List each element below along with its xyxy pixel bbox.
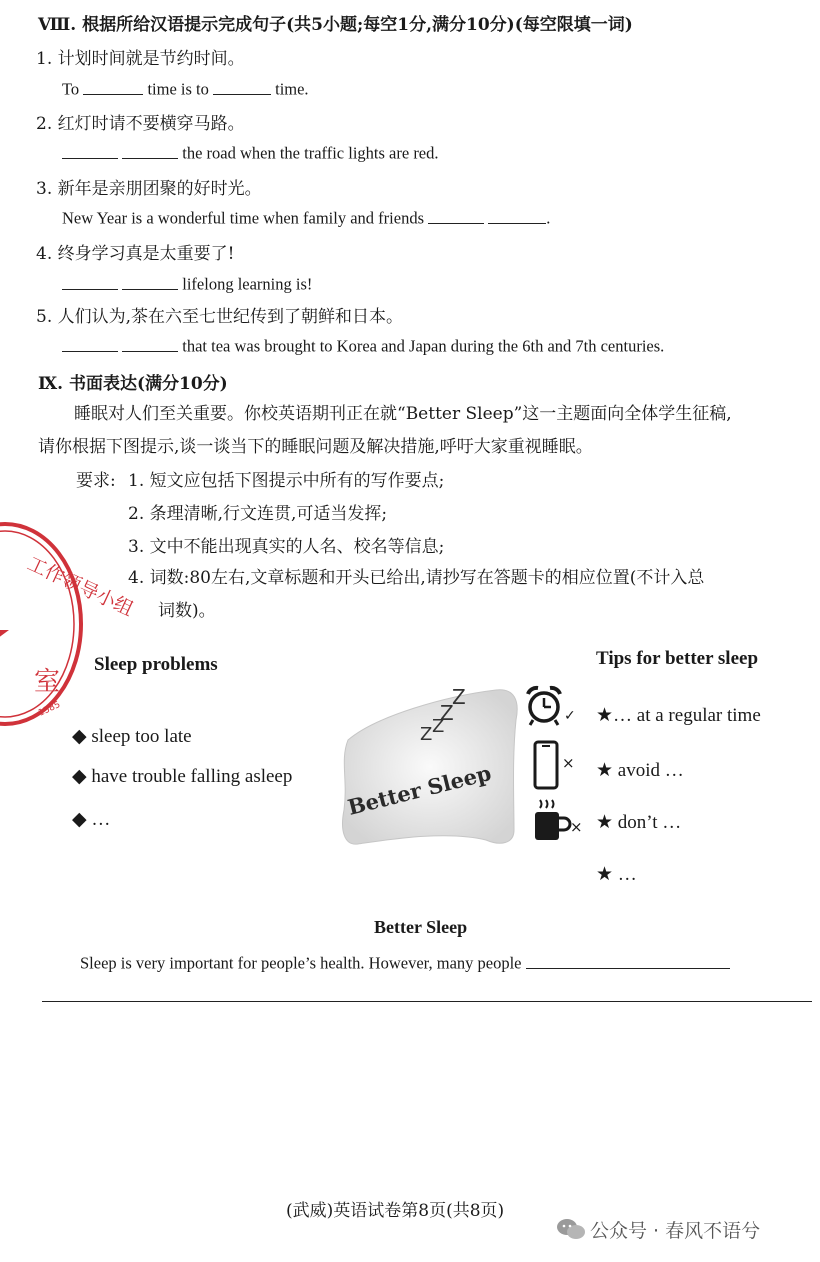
item-chinese: 新年是亲朋团聚的好时光。: [57, 179, 262, 199]
essay-title: Better Sleep: [374, 917, 468, 937]
problem-item: ◆ sleep too late: [72, 726, 192, 747]
answer-blank[interactable]: [62, 334, 118, 352]
item-number: 4.: [36, 244, 53, 264]
pillow-text: Better Sleep: [345, 760, 494, 820]
wechat-icon: [556, 1216, 586, 1242]
sentence-part: lifelong learning is!: [182, 274, 313, 294]
answer-blank[interactable]: [428, 206, 484, 224]
intro-line-2: 请你根据下图提示,谈一谈当下的睡眠问题及解决措施,呼吁大家重视睡眠。: [38, 437, 593, 457]
tip-item: ★ …: [596, 864, 637, 885]
answer-blank[interactable]: [62, 272, 118, 290]
sentence-part: the road when the traffic lights are red.: [182, 143, 439, 163]
item-2-prompt: [36, 109, 245, 134]
answer-blank[interactable]: [122, 272, 178, 290]
sentence-part: time is to: [147, 79, 209, 99]
cross-mark-icon: ×: [562, 754, 575, 772]
item-4-sentence: [62, 272, 312, 295]
stamp-center-char: 室: [34, 667, 61, 697]
sentence-part: New Year is a wonderful time when family and friends: [62, 208, 424, 228]
requirement-4: 4. 词数:80左右,文章标题和开头已给出,请抄写在答题卡的相应位置(不计入总: [128, 568, 705, 588]
item-1-prompt: [36, 44, 245, 69]
answer-blank[interactable]: [488, 206, 546, 224]
sleep-problems-title: Sleep problems: [94, 654, 218, 675]
requirement-3: 3. 文中不能出现真实的人名、校名等信息;: [128, 537, 445, 557]
sentence-part: To: [62, 79, 80, 99]
page-footer: (武威)英语试卷第8页(共8页): [286, 1201, 505, 1221]
tip-item: ★ avoid …: [596, 760, 684, 781]
requirement-1: 1. 短文应包括下图提示中所有的写作要点;: [128, 471, 445, 491]
stamp-number: 1585: [37, 699, 63, 719]
item-number: 5.: [36, 307, 53, 327]
item-4-prompt: [36, 239, 234, 264]
item-3-prompt: [36, 174, 262, 199]
item-2-sentence: [62, 141, 439, 164]
answer-blank[interactable]: [62, 141, 118, 159]
item-1-sentence: [62, 77, 309, 100]
alarm-clock-check-icon: [524, 684, 582, 728]
stamp-text: 工作领导小组: [23, 552, 137, 621]
writing-line[interactable]: [42, 1001, 812, 1002]
z-letter-icon: Z: [440, 701, 454, 725]
item-chinese: 终身学习真是太重要了!: [57, 244, 235, 264]
essay-opening-text: Sleep is very important for people’s health. However, many people: [80, 953, 522, 973]
answer-blank[interactable]: [83, 77, 143, 95]
sentence-part: .: [546, 208, 551, 228]
problem-item: ◆ …: [72, 809, 111, 830]
essay-opening: [80, 951, 730, 974]
item-5-sentence: [62, 334, 664, 357]
official-stamp: [0, 520, 137, 730]
answer-blank[interactable]: [122, 141, 178, 159]
z-letter-icon: Z: [420, 724, 433, 745]
tip-item: ★… at a regular time: [596, 705, 761, 726]
pillow-illustration: [336, 680, 526, 850]
requirement-4-continued: 词数)。: [158, 601, 216, 621]
intro-line-1: 睡眠对人们至关重要。你校英语期刊正在就“Better Sleep”这一主题面向全体学生征稿,: [74, 404, 732, 424]
item-5-prompt: [36, 302, 403, 327]
section-9-heading: Ⅸ. 书面表达(满分10分): [38, 374, 228, 394]
stamp-star-icon: [0, 612, 9, 660]
item-number: 2.: [36, 114, 53, 134]
requirements-label: 要求:: [76, 471, 116, 491]
tip-item: ★ don’t …: [596, 812, 682, 833]
writing-line[interactable]: [526, 951, 730, 969]
sentence-part: time.: [275, 79, 309, 99]
problem-item: ◆ have trouble falling asleep: [72, 766, 293, 787]
answer-blank[interactable]: [122, 334, 178, 352]
item-number: 3.: [36, 179, 53, 199]
section-8-heading: Ⅷ. 根据所给汉语提示完成句子(共5小题;每空1分,满分10分)(每空限填一词): [38, 15, 633, 35]
check-mark-icon: ✓: [564, 708, 576, 724]
cross-mark-icon: ×: [570, 818, 583, 836]
phone-cross-icon: [532, 740, 582, 792]
item-chinese: 人们认为,茶在六至七世纪传到了朝鲜和日本。: [57, 307, 404, 327]
item-chinese: 计划时间就是节约时间。: [57, 49, 245, 69]
z-letter-icon: Z: [432, 716, 445, 737]
coffee-cross-icon: [532, 798, 588, 846]
item-3-sentence: [62, 206, 550, 229]
item-chinese: 红灯时请不要横穿马路。: [57, 114, 245, 134]
tips-title: Tips for better sleep: [596, 648, 759, 669]
z-letter-icon: Z: [452, 685, 466, 709]
answer-blank[interactable]: [213, 77, 271, 95]
requirement-2: 2. 条理清晰,行文连贯,可适当发挥;: [128, 504, 388, 524]
watermark-text: 公众号 · 春风不语兮: [590, 1220, 761, 1242]
sentence-part: that tea was brought to Korea and Japan during the 6th and 7th centuries.: [182, 336, 665, 356]
item-number: 1.: [36, 49, 53, 69]
